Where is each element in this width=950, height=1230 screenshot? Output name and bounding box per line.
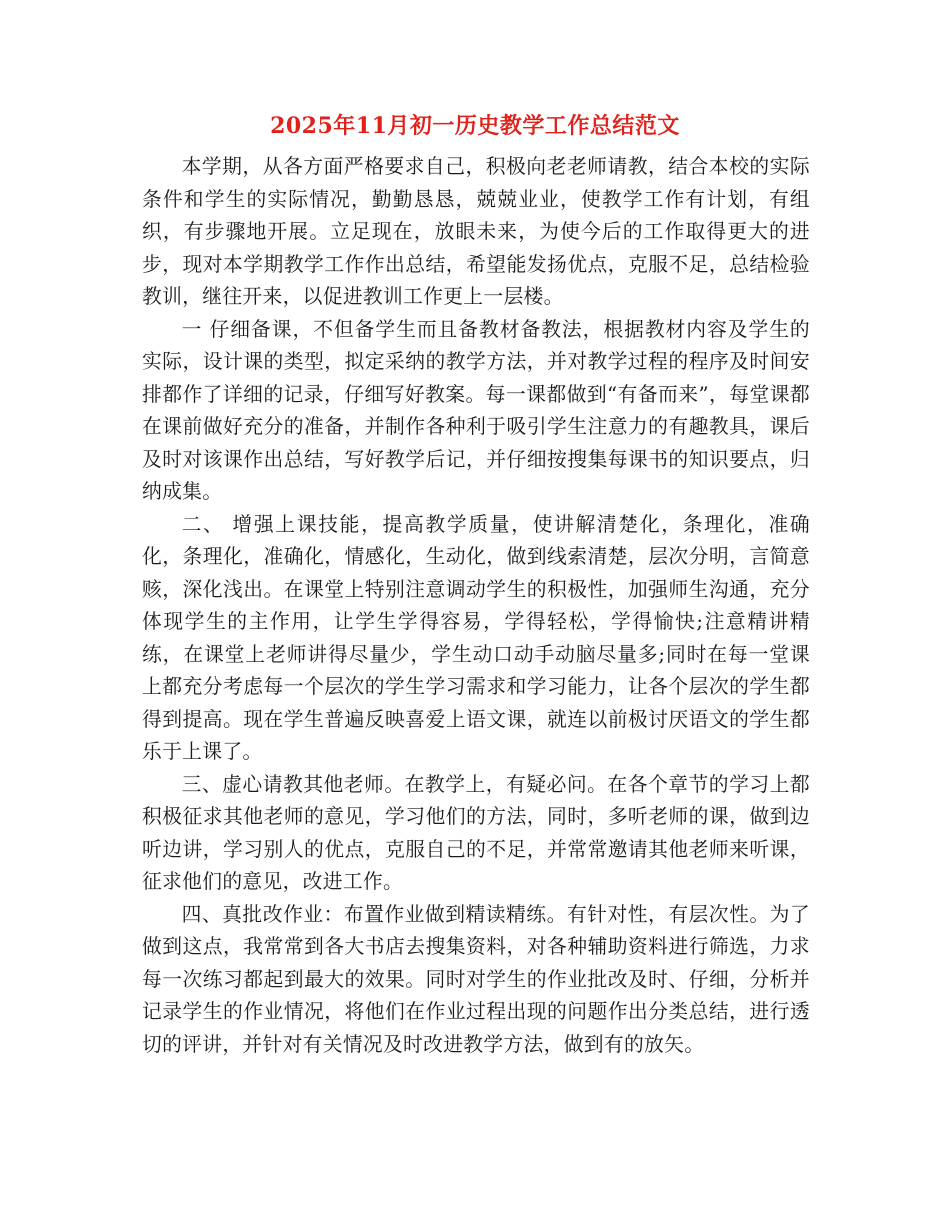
- document-body: [142, 151, 810, 1061]
- paragraph-section-3: 三、虚心请教其他老师。在教学上，有疑必问。在各个章节的学习上都积极征求其他老师的意见，学习他们的方法，同时，多听老师的课，做到边听边讲，学习别人的优点，克服自己的不足，并常常邀请其他老师来听课，征求他们的意见，改进工作。: [142, 772, 810, 893]
- document-title: 2025年11月初一历史教学工作总结范文: [270, 113, 680, 139]
- paragraph-section-2: 二、 增强上课技能，提高教学质量，使讲解清楚化，条理化，准确化，条理化，准确化，情感化，生动化，做到线索清楚，层次分明，言简意赅，深化浅出。在课堂上特别注意调动学生的积极性，加强师生沟通，充分体现学生的主作用，让学生学得容易，学得轻松，学得愉快;注意精讲精练，在课堂上老师讲得尽量少，学生动口动手动脑尽量多;同时在每一堂课上都充分考虑每一个层次的学生学习需求和学习能力，让各个层次的学生都得到提高。现在学生普遍反映喜爱上语文课，就连以前极讨厌语文的学生都乐于上课了。: [142, 512, 810, 763]
- paragraph-section-1: 一 仔细备课，不但备学生而且备教材备教法，根据教材内容及学生的实际，设计课的类型，拟定采纳的教学方法，并对教学过程的程序及时间安排都作了详细的记录，仔细写好教案。每一课都做到“有备而来”，每堂课都在课前做好充分的准备，并制作各种利于吸引学生注意力的有趣教具，课后及时对该课作出总结，写好教学后记，并仔细按搜集每课书的知识要点，归纳成集。: [142, 317, 810, 503]
- paragraph-intro: 本学期，从各方面严格要求自己，积极向老老师请教，结合本校的实际条件和学生的实际情况，勤勤恳恳，兢兢业业，使教学工作有计划，有组织，有步骤地开展。立足现在，放眼未来，为使今后的工作取得更大的进步，现对本学期教学工作作出总结，希望能发扬优点，克服不足，总结检验教训，继往开来，以促进教训工作更上一层楼。: [142, 155, 810, 308]
- paragraph-section-4: 四、真批改作业：布置作业做到精读精练。有针对性，有层次性。为了做到这点，我常常到各大书店去搜集资料，对各种辅助资料进行筛选，力求每一次练习都起到最大的效果。同时对学生的作业批改及时、仔细，分析并记录学生的作业情况，将他们在作业过程出现的问题作出分类总结，进行透切的评讲，并针对有关情况及时改进教学方法，做到有的放矢。: [142, 902, 810, 1056]
